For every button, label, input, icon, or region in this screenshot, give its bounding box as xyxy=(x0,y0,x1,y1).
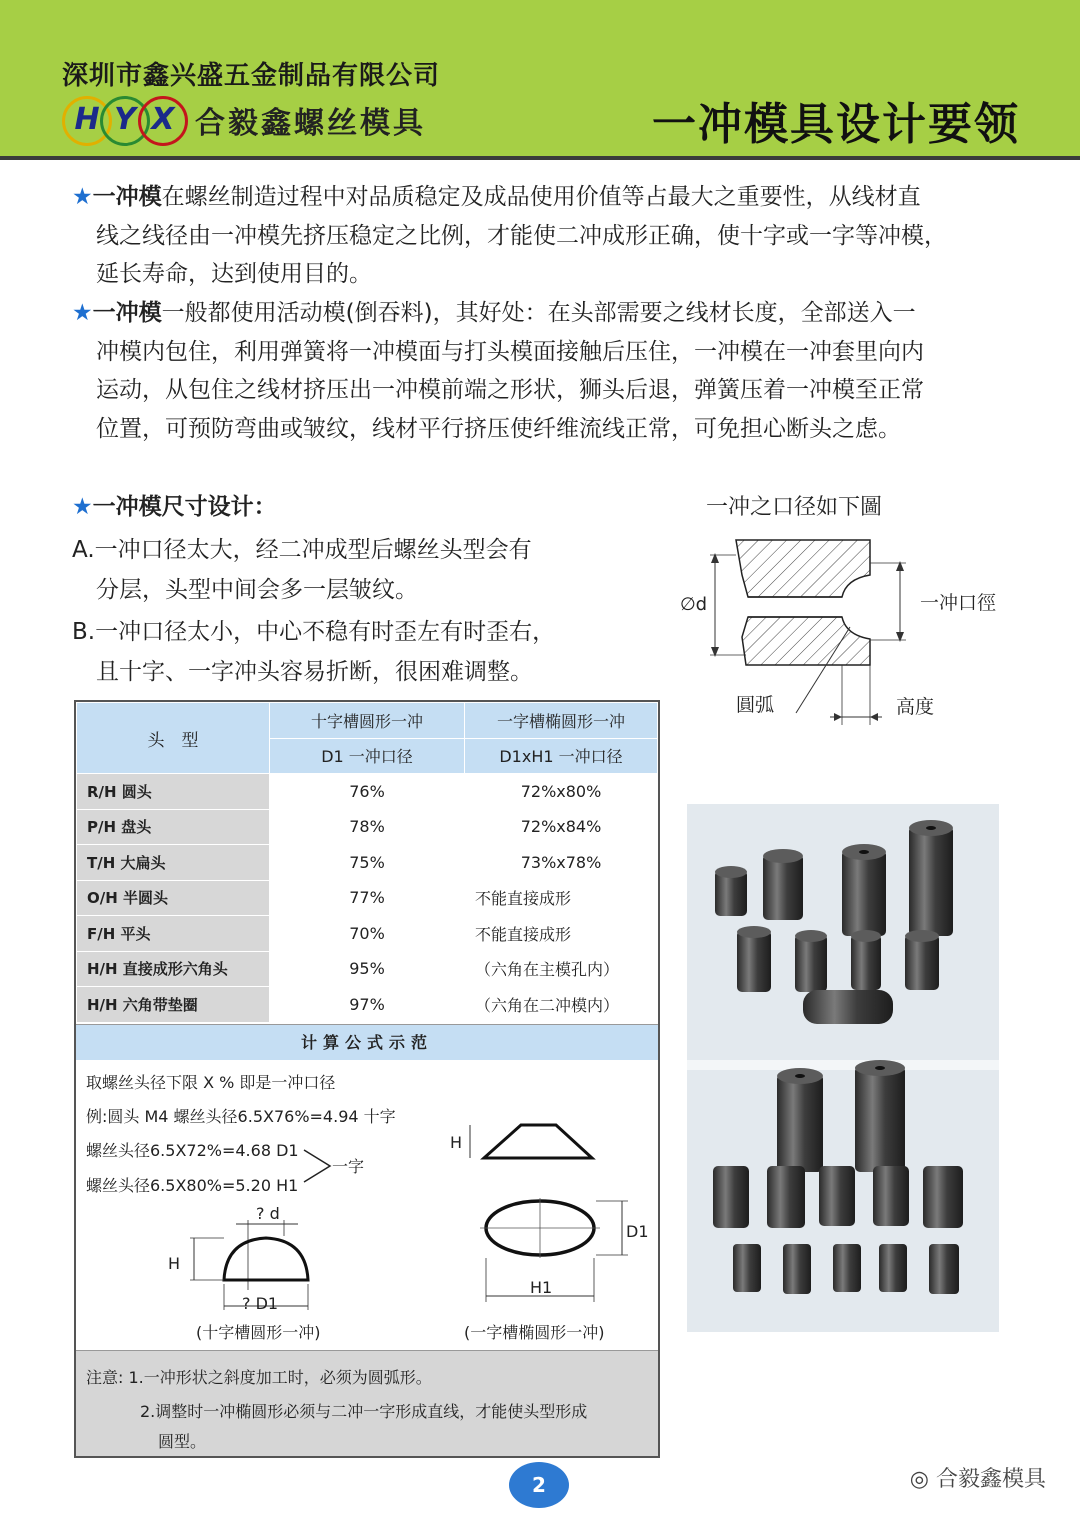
star-icon: ★ xyxy=(72,494,93,520)
wechat-account: 合毅鑫模具 xyxy=(935,1467,1046,1492)
brace-label: 一字 xyxy=(332,1157,365,1176)
row-cross: 76% xyxy=(270,774,465,810)
row-cross: 95% xyxy=(270,951,465,987)
item-a-line1: A.一冲口径太大，经二冲成型后螺丝头型会有 xyxy=(72,537,532,563)
punch-bore-diagram xyxy=(660,525,1060,735)
table-row xyxy=(77,987,658,1023)
fig-label-H: H xyxy=(168,1254,181,1273)
hyx-logo xyxy=(62,92,192,148)
size-design-heading xyxy=(72,488,277,521)
brand-name: 合毅鑫螺丝模具 xyxy=(195,106,426,141)
row-cross: 77% xyxy=(270,880,465,916)
col2-subtitle: D1xH1 一冲口径 xyxy=(465,738,658,774)
table-row xyxy=(77,774,658,810)
table-row xyxy=(77,880,658,916)
table-row xyxy=(77,951,658,987)
para1-line2: 线之线径由一冲模先挤压稳定之比例，才能使二冲成形正确，使十字或一字等冲模， xyxy=(96,222,947,249)
row-slot: 73%x78% xyxy=(465,845,658,881)
calc-line-2: 例:圆头 M4 螺丝头径6.5X76%=4.94 十字 xyxy=(86,1107,396,1126)
wechat-watermark xyxy=(910,1462,1046,1493)
die-upper-section xyxy=(736,540,870,597)
row-slot: 72%x84% xyxy=(465,809,658,845)
calc-line-3: 螺丝头径6.5X72%=4.68 D1 xyxy=(86,1141,299,1160)
row-slot: 不能直接成形 xyxy=(465,880,658,916)
row-type: O/H 半圆头 xyxy=(77,880,270,916)
cross-caption: (十字槽圆形一冲) xyxy=(196,1323,321,1342)
logo-letter-y: Y xyxy=(114,102,136,137)
item-b xyxy=(72,612,632,692)
note-3: 圆型。 xyxy=(158,1432,207,1451)
calc-line-4: 螺丝头径6.5X80%=5.20 H1 xyxy=(86,1176,299,1195)
spec-table-panel xyxy=(74,700,660,1458)
fig2-label-H: H xyxy=(450,1133,463,1152)
row-type: H/H 六角带垫圈 xyxy=(77,987,270,1023)
punch-dies-photo xyxy=(687,804,999,1332)
label-bore: 一冲口徑 xyxy=(920,592,997,614)
row-cross: 75% xyxy=(270,845,465,881)
wechat-icon: ◎ xyxy=(909,1467,929,1492)
star-icon: ★ xyxy=(72,184,93,210)
logo-letter-x: X xyxy=(151,102,175,137)
para1-lead: 一冲模 xyxy=(92,184,162,210)
fig2-label-D1: D1 xyxy=(626,1222,649,1241)
para2-line4: 位置，可预防弯曲或皱纹，线材平行挤压使纤维流线正常，可免担心断头之虑。 xyxy=(96,415,901,442)
fig-label-D1: ? D1 xyxy=(242,1294,279,1313)
item-a-line2: 分层，头型中间会多一层皱纹。 xyxy=(96,577,418,603)
fig2-label-H1: H1 xyxy=(530,1278,553,1297)
head-type-cell: 头 型 xyxy=(77,703,270,774)
col2-title: 一字槽椭圆形一冲 xyxy=(465,703,658,739)
para2-line2: 冲模内包住，利用弹簧将一冲模面与打头模面接触后压住，一冲模在一冲套里向内 xyxy=(96,338,924,365)
intro-paragraph-2 xyxy=(72,294,1012,448)
item-b-line2: 且十字、一字冲头容易折断，很困难调整。 xyxy=(96,659,533,685)
fig-label-d: ? d xyxy=(256,1204,280,1223)
table-row xyxy=(77,845,658,881)
item-a xyxy=(72,530,632,610)
table-row xyxy=(77,809,658,845)
label-d: ∅d xyxy=(680,594,708,615)
company-name: 深圳市鑫兴盛五金制品有限公司 xyxy=(62,61,441,91)
label-height: 高度 xyxy=(896,696,935,718)
row-type: R/H 圆头 xyxy=(77,774,270,810)
row-cross: 78% xyxy=(270,809,465,845)
para2-text: 一般都使用活动模(倒吞料)，其好处：在头部需要之线材长度，全部送入一 xyxy=(161,300,916,326)
row-type: P/H 盘头 xyxy=(77,809,270,845)
cross-punch-shape xyxy=(224,1238,308,1280)
row-slot: （六角在二冲模内） xyxy=(465,987,658,1023)
row-type: T/H 大扁头 xyxy=(77,845,270,881)
intro-paragraph-1 xyxy=(72,178,1012,294)
diagram-title: 一冲之口径如下圖 xyxy=(706,495,883,520)
star-icon: ★ xyxy=(72,300,93,326)
row-cross: 70% xyxy=(270,916,465,952)
para1-line3: 延长寿命，达到使用目的。 xyxy=(96,261,372,287)
para2-lead: 一冲模 xyxy=(92,300,162,326)
para2-line3: 运动，从包住之线材挤压出一冲模前端之形状，狮头后退，弹簧压着一冲模至正常 xyxy=(96,377,924,403)
header-band xyxy=(0,0,1080,160)
note-2: 2.调整时一冲椭圆形必须与二冲一字形成直线，才能使头型形成 xyxy=(140,1402,588,1421)
note-1: 注意: 1.一冲形状之斜度加工时，必须为圆弧形。 xyxy=(86,1368,432,1387)
notes-box xyxy=(76,1350,658,1456)
slot-caption: (一字槽椭圆形一冲) xyxy=(464,1323,605,1342)
page-number-badge: 2 xyxy=(509,1462,569,1508)
row-type: H/H 直接成形六角头 xyxy=(77,951,270,987)
item-b-line1: B.一冲口径太小，中心不稳有时歪左有时歪右， xyxy=(72,619,556,645)
label-arc: 圓弧 xyxy=(736,694,775,716)
para1-text: 在螺丝制造过程中对品质稳定及成品使用价值等占最大之重要性，从线材直 xyxy=(161,184,921,210)
row-slot: （六角在主模孔内） xyxy=(465,951,658,987)
table-row xyxy=(77,916,658,952)
row-type: F/H 平头 xyxy=(77,916,270,952)
col1-title: 十字槽圆形一冲 xyxy=(270,703,465,739)
page-title: 一冲模具设计要领 xyxy=(652,99,1020,150)
die-lower-section xyxy=(742,617,870,665)
calc-title: 计算公式示范 xyxy=(76,1024,658,1060)
row-slot: 72%x80% xyxy=(465,774,658,810)
slot-profile-shape xyxy=(484,1125,592,1158)
calc-line-1: 取螺丝头径下限 X % 即是一冲口径 xyxy=(86,1073,336,1092)
row-slot: 不能直接成形 xyxy=(465,916,658,952)
logo-letter-h: H xyxy=(74,102,100,137)
spec-table xyxy=(76,702,658,1023)
col1-subtitle: D1 一冲口径 xyxy=(270,738,465,774)
calc-figures xyxy=(76,1062,658,1350)
row-cross: 97% xyxy=(270,987,465,1023)
brace-icon xyxy=(304,1150,330,1182)
size-design-title: 一冲模尺寸设计： xyxy=(92,494,277,520)
